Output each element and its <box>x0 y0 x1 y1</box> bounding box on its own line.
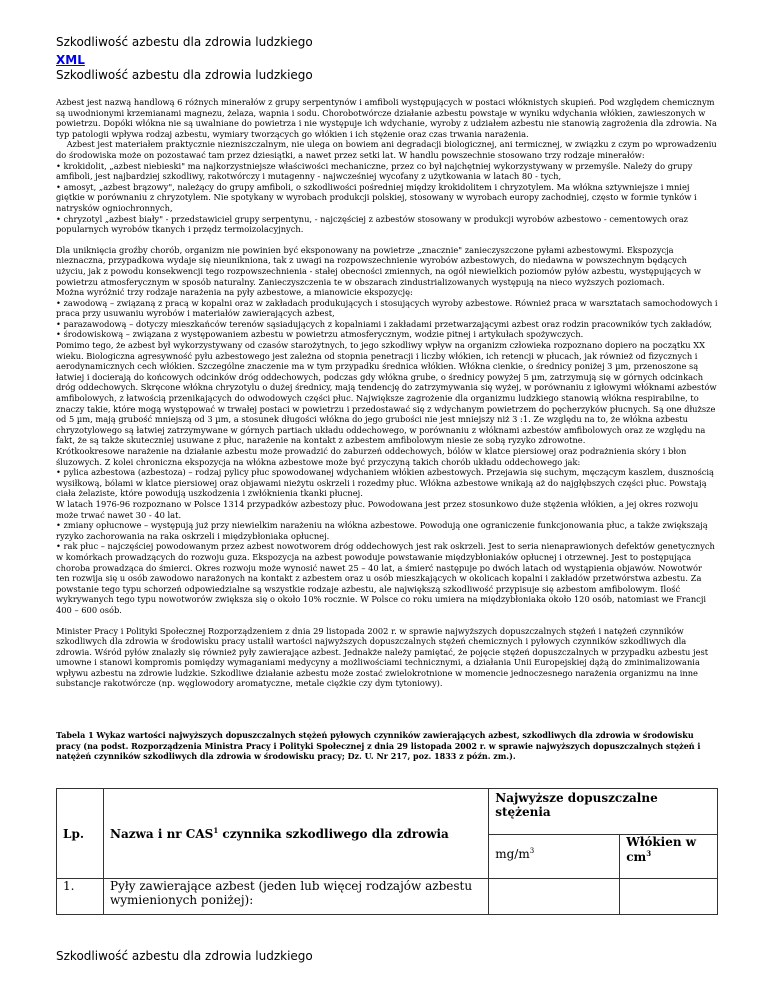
column-header-fibres <box>620 835 718 879</box>
paragraph-gap <box>56 616 718 626</box>
paragraph: Pomimo tego, że azbest był wykorzystywany od czasów starożytnych, to jego szkodliwy wpływ na organizm człowieka rozpoznano dopiero na początku XX wieku. Biologiczna agresywność pyłu azbestowego jest zależna od stopnia penetracji i liczby włókien, ich retencji w płucach, jak również od fizycznych i aerodynamicznych cech włókien. Szczególne znaczenie ma w tym przypadku średnica włókien. Włókna cienkie, o średnicy poniżej 3 µm, przenoszone są łatwiej i docierają do końcowych odcinków dróg oddechowych, podczas gdy włókna grube, o średnicy powyżej 5 µm, zatrzymują się w górnych odcinkach dróg oddechowych. Skręcone włókna chryzotylu o dużej średnicy, mają tendencję do zatrzymywania się wyżej, w porównaniu z igłowymi włóknami azbestów amfibolowych, z łatwością przenikających do odwodowych części płuc. Największe zagrożenie dla organizmu ludzkiego stanowią włókna respirabilne, to znaczy takie, które mogą występować w trwałej postaci w powietrzu i przedostawać się z wdychanym powietrzem do pęcherzyków płucnych. Są one dłuższe od 5 µm, mają grubość mniejszą od 3 µm, a stosunek długości włókna do jego grubości nie jest mniejszy niż 3 :1. Ze względu na to, że włókna azbestu chryzotylowego są łatwiej zatrzymywane w górnych partiach układu oddechowego, w porównaniu z włóknami azbestów amfibolowych oraz ze względu na fakt, że są także skuteczniej usuwane z płuc, narażenie na kontakt z azbestem amfibolowym niesie ze sobą ryzyko zdrowotne. <box>56 340 717 446</box>
list-item: • amosyt, „azbest brązowy", należący do grupy amfiboli, o szkodliwości pośredniej między krokidolitem i chryzotylem. Ma włókna sztywniejsze i mniej giętkie w porównaniu z chryzotylem. Nie spotykany w wyrobach produkcji polskiej, stosowany w wyrobach europy zachodniej, często w formie tynków i natrysków ogniochronnych, <box>56 181 697 213</box>
list-item: • środowiskową – związana z występowaniem azbestu w powietrzu atmosferycznym, wodzie pitnej i artykułach spożywczych. <box>56 329 584 340</box>
table-row <box>57 879 718 915</box>
paragraph: Można wyróżnić trzy rodzaje narażenia na pyły azbestowe, a mianowicie ekspozycję: <box>56 287 413 298</box>
paragraph-gap <box>56 235 718 245</box>
column-header-name <box>104 789 489 879</box>
table-caption: Tabela 1 Wykaz wartości najwyższych dopuszczalnych stężeń pyłowych czynników zawierających azbest, szkodliwych dla zdrowia w środowisku pracy (na podst. Rozporządzenia Ministra Pracy i Polityki Społecznej z dnia 29 listopada 2002 r. w sprawie najwyższych dopuszczalnych stężeń i natężeń czynników szkodliwych dla zdrowia w środowisku pracy; Dz. U. Nr 217, poz. 1833 z późn. zm.). <box>56 730 701 762</box>
column-header-name-text-end: czynnika szkodliwego dla zdrowia <box>218 827 449 841</box>
table-cell-mg <box>489 879 620 915</box>
paragraph: Azbest jest materiałem praktycznie niezniszczalnym, nie ulega on bowiem ani degradacji biologicznej, ani termicznej, w związku z czym po wprowadzeniu do środowiska może on pozostawać tam przez dziesiątki, a nawet przez setki lat. W handlu powszechnie stosowano trzy rodzaje minerałów: <box>56 139 720 160</box>
table-header-row <box>57 789 718 835</box>
column-header-group: Najwyższe dopuszczalne stężenia <box>489 789 718 835</box>
paragraph: W latach 1976-96 rozpoznano w Polsce 1314 przypadków azbestozy płuc. Powodowana jest przez stosunkowo duże stężenia włókien, a jej okres rozwoju może trwać nawet 30 - 40 lat. <box>56 498 699 520</box>
list-item: • pylica azbestowa (azbestoza) – rodzaj pylicy płuc spowodowanej wdychaniem włókien azbestowych. Przejawia się suchym, męczącym kaszlem, dusznością wysiłkową, bólami w klatce piersiowej oraz objawami nieżytu oskrzeli i rozedmy płuc. Włókna azbestowe wnikają aż do najgłębszych części płuc. Powstają ciała żelaziste, które powodują uszkodzenia i zwłóknienia tkanki płucnej. <box>56 467 714 499</box>
xml-link[interactable]: XML <box>56 53 85 67</box>
list-item: • krokidolit, „azbest niebieski" ma najkorzystniejsze właściwości mechaniczne, przez co był najchętniej wykorzystywany w przemyśle. Należy do grupy amfiboli, jest najbardziej szkodliwy, rakotwórczy i mutagenny - najwcześniej wycofany z użytkowania w latach 80 - tych, <box>56 160 693 182</box>
footnote-marker: 1 <box>213 826 219 835</box>
page-title: Szkodliwość azbestu dla zdrowia ludzkiego <box>56 35 313 49</box>
paragraph: Dla uniknięcia groźby chorób, organizm nie powinien być eksponowany na powietrze „znacznie" zanieczyszczone pyłami azbestowymi. Ekspozycja nieznaczna, przypadkowa wydaje się nieunikniona, tak z uwagi na rozpowszechnienie wyrobów azbestowych, do niedawna w powszechnym będących użyciu, jak z powodu konsekwencji tego rozpowszechnienia - stałej obecności zmiennych, na ogół niewielkich poziomów pyłów azbestu, występujących w powietrzu atmosferycznym w sposób naturalny. Zanieczyszczenia te w obszarach zindustrializowanych występują na nieco wyższych poziomach. <box>56 244 701 287</box>
column-header-fibres-text: Włókien w cm <box>626 835 697 864</box>
document-subtitle: Szkodliwość azbestu dla zdrowia ludzkiego <box>56 68 313 82</box>
list-item: • rak płuc – najczęściej powodowanym przez azbest nowotworem dróg oddechowych jest rak oskrzeli. Jest to seria nienaprawionych defektów genetycznych w komórkach prowadzących do rozwoju guza. Ekspozycja na azbest powoduje powstawanie międzybłoniaków opłucnej i otrzewnej. Jest to postępująca choroba prowadząca do śmierci. Okres rozwoju może wynosić nawet 25 – 40 lat, a śmierć następuje po dwóch latach od wystąpienia objawów. Nowotwór ten rozwija się u osób zawodowo narażonych na kontakt z azbestem oraz u osób mieszkających w okolicach kopalni i zakładów przetwórstwa azbestu. Za powstanie tego typu schorzeń odpowiedzialne są wszystkie rodzaje azbestu, ale największą szkodliwość przypisuje się azbestom amfibolowym. Ilość wykrywanych tego typu nowotworów zwiększa się o około 10% rocznie. W Polsce co roku umiera na międzybłoniaka około 120 osób, natomiast we Francji 400 – 600 osób. <box>56 541 715 615</box>
list-item: • chryzotyl „azbest biały" - przedstawiciel grupy serpentynu, - najczęściej z azbestów stosowany w produkcji wyrobów azbestowo - cementowych oraz popularnych wyrobów tkanych i przędz termoizolacyjnych. <box>56 213 689 235</box>
table-cell-name: Pyły zawierające azbest (jeden lub więcej rodzajów azbestu wymienionych poniżej): <box>104 879 489 915</box>
table-cell-lp: 1. <box>57 879 104 915</box>
list-item: • zawodową – związaną z pracą w kopalni oraz w zakładach produkujących i stosujących wyroby azbestowe. Również praca w warsztatach samochodowych i praca przy usuwaniu wyrobów i materiałów zawierających azbest, <box>56 297 718 319</box>
superscript: 3 <box>529 847 535 855</box>
table-cell-fibres <box>620 879 718 915</box>
document-body <box>56 97 718 689</box>
list-item: • zmiany opłucnowe – występują już przy niewielkim narażeniu na włókna azbestowe. Powodują one ograniczenie funkcjonowania płuc, a także zwiększają ryzyko zachorowania na raka oskrzeli i międzybłoniaka opłucnej. <box>56 520 708 541</box>
column-header-name-text: Nazwa i nr CAS <box>110 827 214 841</box>
concentration-table <box>56 788 718 915</box>
column-header-mg-text: mg/m <box>495 847 530 861</box>
column-header-mg <box>489 835 620 879</box>
column-header-lp: Lp. <box>57 789 104 879</box>
paragraph: Minister Pracy i Polityki Społecznej Rozporządzeniem z dnia 29 listopada 2002 r. w sprawie najwyższych dopuszczalnych stężeń i natężeń czynników szkodliwych dla zdrowia w środowisku pracy ustalił wartości najwyższych dopuszczalnych stężeń chemicznych i pyłowych czynników szkodliwych dla zdrowia. Wśród pyłów znalazły się również pyły zawierające azbest. Jednakże należy pamiętać, że pojęcie stężeń dopuszczalnych w przypadku azbestu jest umowne i stanowi kompromis pomiędzy wymaganiami medycyny a możliwościami technicznymi, a działania Unii Europejskiej dążą do zminimalizowania wpływu azbestu na zdrowie ludzkie. Szkodliwe działanie azbestu może zostać zwielokrotnione w momencie jednoczesnego narażenia organizmu na inne substancje rakotwórcze (np. węglowodory aromatyczne, metale ciężkie czy dym tytoniowy). <box>56 625 709 689</box>
paragraph: Azbest jest nazwą handlową 6 różnych minerałów z grupy serpentynów i amfiboli występujących w postaci włóknistych skupień. Pod względem chemicznym są uwodnionymi krzemianami magnezu, żelaza, wapnia i sodu. Chorobotwórcze działanie azbestu powstaje w wyniku wdychania włókien, zawieszonych w powietrzu. Dopóki włókna nie są uwalniane do powietrza i nie występuje ich wdychanie, wyroby z udziałem azbestu nie stanowią zagrożenia dla zdrowia. Na typ patologii wpływa rodzaj azbestu, wymiary tworzących go włókien i ich stężenie oraz czas trwania narażenia. <box>56 97 717 139</box>
list-item: • parazawodową – dotyczy mieszkańców terenów sąsiadujących z kopalniami i zakładami przetwarzającymi azbest oraz rodzin pracowników tych zakładów, <box>56 318 713 329</box>
paragraph: Krótkookresowe narażenie na działanie azbestu może prowadzić do zaburzeń oddechowych, bólów w klatce piersiowej oraz podrażnienia skóry i błon śluzowych. Z kolei chroniczna ekspozycja na włókna azbestowe może być przyczyną takich chorób układu oddechowego jak: <box>56 446 687 467</box>
footer-title: Szkodliwość azbestu dla zdrowia ludzkiego <box>56 949 313 963</box>
superscript: 3 <box>646 849 652 858</box>
